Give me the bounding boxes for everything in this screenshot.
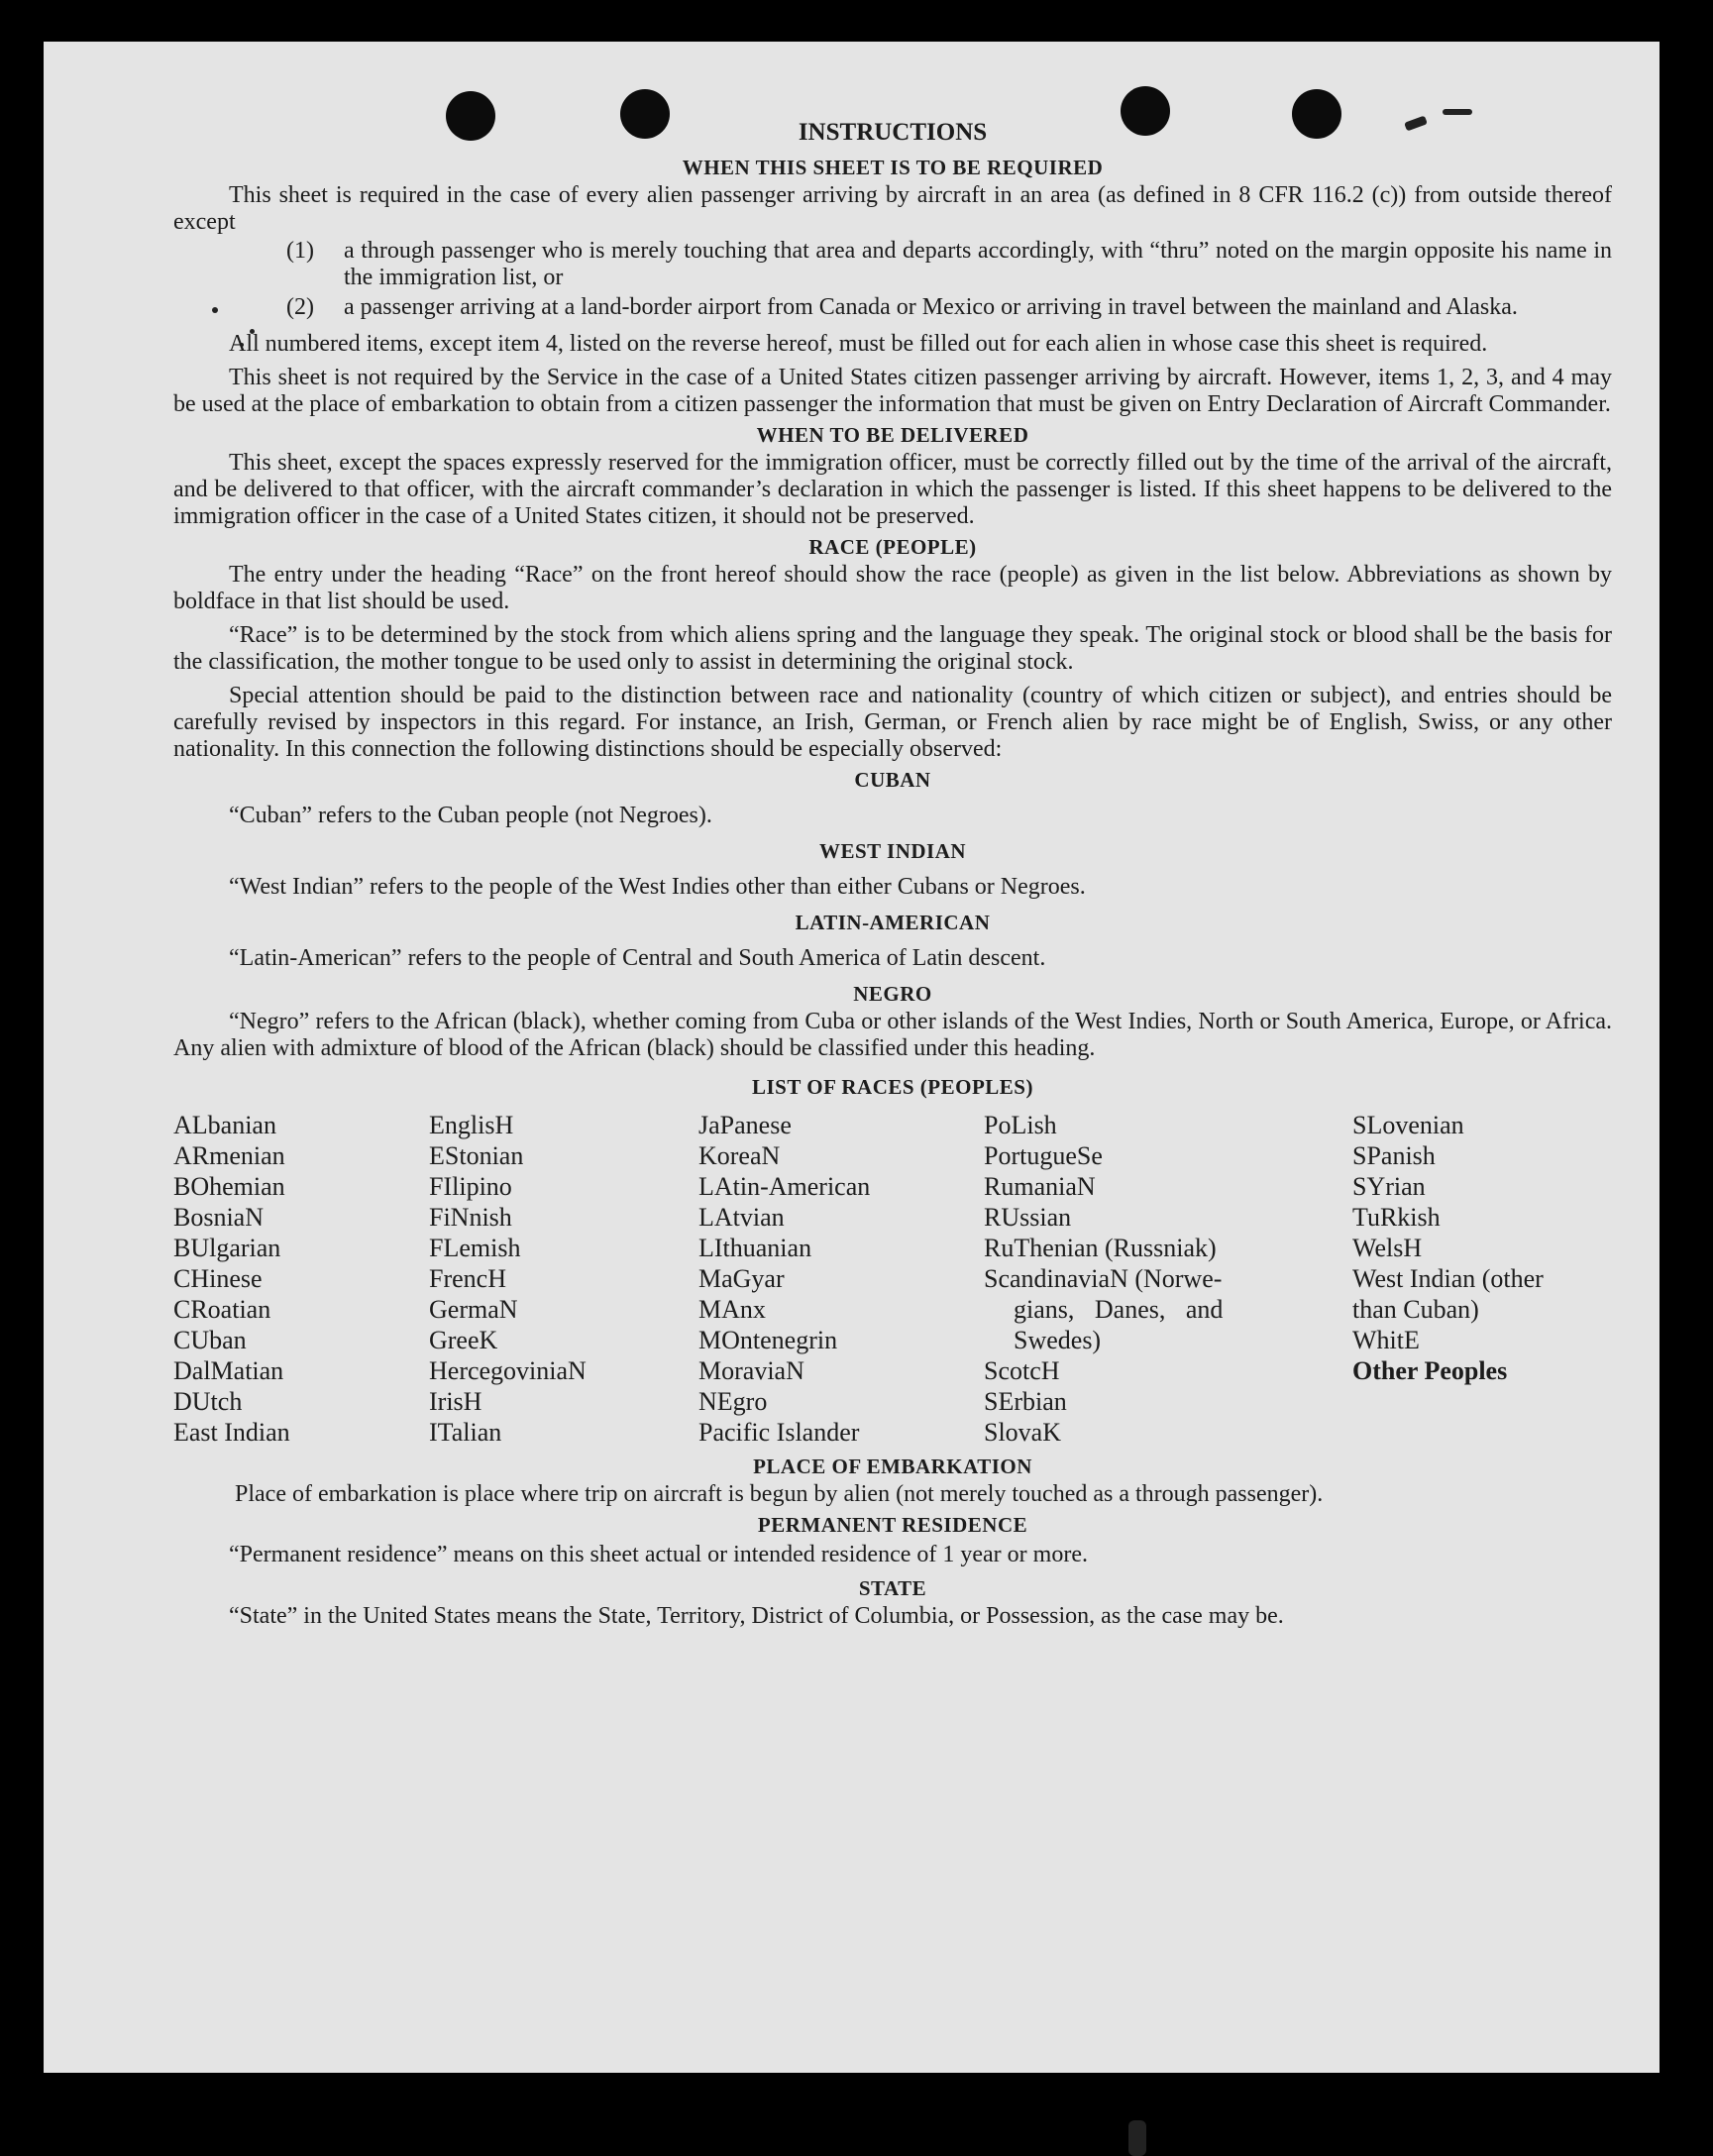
race-entry: KoreaN	[698, 1141, 781, 1170]
races-column	[429, 1110, 698, 1448]
section-heading: LATIN-AMERICAN	[795, 911, 991, 934]
race-entry: GreeK	[429, 1326, 498, 1354]
race-entry: LAtin-American	[698, 1172, 871, 1201]
race-entry: West Indian (other	[1352, 1264, 1544, 1293]
race-entry: MOntenegrin	[698, 1326, 838, 1354]
definition: “Cuban” refers to the Cuban people (not Negroes).	[229, 803, 712, 828]
race-entry: SLovenian	[1352, 1111, 1464, 1139]
section-heading: WEST INDIAN	[818, 839, 967, 863]
paragraph: Place of embarkation is place where trip on aircraft is begun by alien (not merely touched as a through passenger).	[235, 1481, 1324, 1507]
definition: “Permanent residence” means on this sheet actual or intended residence of 1 year or more.	[229, 1542, 1088, 1567]
item-text: a passenger arriving at a land-border airport from Canada or Mexico or arriving in travel between the mainland and Alaska.	[344, 294, 1518, 320]
race-entry: ITalian	[429, 1418, 502, 1447]
race-entry: BOhemian	[173, 1172, 285, 1201]
definition: “Latin-American” refers to the people of Central and South America of Latin descent.	[229, 945, 1046, 971]
race-entry: BosniaN	[173, 1203, 264, 1232]
race-entry: RuThenian (Russniak)	[984, 1234, 1217, 1262]
paragraph: This sheet is required in the case of every alien passenger arriving by aircraft in an area (as defined in 8 CFR 116.2 (c)) from outside thereof except	[173, 182, 1612, 235]
item-text: a through passenger who is merely touching that area and departs accordingly, with “thru” noted on the margin opposite his name in the immigration list, or	[344, 238, 1612, 290]
section-heading: PERMANENT RESIDENCE	[757, 1513, 1028, 1537]
page-title: INSTRUCTIONS	[798, 119, 988, 146]
definition: “West Indian” refers to the people of the West Indies other than either Cubans or Negroes.	[229, 874, 1086, 900]
race-entry: MAnx	[698, 1295, 766, 1324]
ink-mark	[1128, 2120, 1146, 2156]
item-number: (2)	[286, 294, 314, 320]
race-entry: TuRkish	[1352, 1203, 1441, 1232]
section-heading: WHEN THIS SHEET IS TO BE REQUIRED	[682, 156, 1104, 179]
race-entry: DUtch	[173, 1387, 243, 1416]
paragraph: “State” in the United States means the State, Territory, District of Columbia, or Possession, as the case may be.	[229, 1603, 1284, 1629]
race-entry: ScotcH	[984, 1356, 1060, 1385]
list-item	[173, 238, 1612, 291]
race-entry: RUssian	[984, 1203, 1072, 1232]
race-entry: FLemish	[429, 1234, 521, 1262]
race-entry: LIthuanian	[698, 1234, 812, 1262]
instructions-content	[173, 115, 1612, 1630]
race-entry: WelsH	[1352, 1234, 1423, 1262]
race-entry: WhitE	[1352, 1326, 1420, 1354]
race-entry: EStonian	[429, 1141, 524, 1170]
race-entry: SPanish	[1352, 1141, 1436, 1170]
race-entry: Other Peoples	[1352, 1356, 1508, 1385]
race-entry: JaPanese	[698, 1111, 792, 1139]
race-entry: RumaniaN	[984, 1172, 1096, 1201]
section-heading: WHEN TO BE DELIVERED	[756, 423, 1029, 447]
paragraph: All numbered items, except item 4, listed on the reverse hereof, must be filled out for each alien in whose case this sheet is required.	[229, 331, 1488, 357]
paragraph: The entry under the heading “Race” on the front hereof should show the race (people) as given in the list below. Abbreviations as shown by boldface in that list should be used.	[173, 562, 1612, 614]
section-heading: PLACE OF EMBARKATION	[753, 1455, 1032, 1478]
race-entry: MoraviaN	[698, 1356, 804, 1385]
document-page	[44, 42, 1659, 2073]
paragraph: “Race” is to be determined by the stock from which aliens spring and the language they speak. The original stock or blood shall be the basis for the classification, the mother tongue to be used only to assist in determining the original stock.	[173, 622, 1612, 675]
list-item	[173, 294, 1612, 321]
races-column	[698, 1110, 984, 1448]
race-entry: CUban	[173, 1326, 247, 1354]
race-entry: NEgro	[698, 1387, 768, 1416]
race-entry: FIlipino	[429, 1172, 512, 1201]
race-entry: CRoatian	[173, 1295, 271, 1324]
race-entry: SErbian	[984, 1387, 1067, 1416]
races-column	[173, 1110, 429, 1448]
race-entry: SYrian	[1352, 1172, 1426, 1201]
paragraph: “Negro” refers to the African (black), whether coming from Cuba or other islands of the West Indies, North or South America, Europe, or Africa. Any alien with admixture of blood of the African (black) should be classified under this heading.	[173, 1009, 1612, 1061]
item-number: (1)	[286, 238, 314, 264]
paragraph: Special attention should be paid to the distinction between race and nationality (country of which citizen or subject), and entries should be carefully revised by inspectors in this regard. For instance, an Irish, German, or French alien by race might be of English, Swiss, or any other nationality. In this connection the following distinctions should be especially observed:	[173, 683, 1612, 762]
race-entry: BUlgarian	[173, 1234, 281, 1262]
race-entry: than Cuban)	[1352, 1295, 1479, 1324]
race-entry: GermaN	[429, 1295, 518, 1324]
race-entry: gians, Danes, and	[1014, 1295, 1224, 1324]
race-entry: ScandinaviaN (Norwe-	[984, 1264, 1223, 1293]
race-entry: LAtvian	[698, 1203, 785, 1232]
races-column	[1352, 1110, 1612, 1448]
race-entry: ALbanian	[173, 1111, 276, 1139]
race-entry: FrencH	[429, 1264, 506, 1293]
race-entry: PortugueSe	[984, 1141, 1103, 1170]
race-entry: SlovaK	[984, 1418, 1061, 1447]
race-entry: East Indian	[173, 1418, 290, 1447]
race-entry: MaGyar	[698, 1264, 785, 1293]
section-heading: RACE (PEOPLE)	[808, 535, 977, 559]
race-entry: Pacific Islander	[698, 1418, 860, 1447]
race-entry: ARmenian	[173, 1141, 285, 1170]
races-column	[984, 1110, 1291, 1448]
race-entry: EnglisH	[429, 1111, 514, 1139]
race-entry: DalMatian	[173, 1356, 284, 1385]
section-heading: CUBAN	[854, 768, 931, 792]
race-entry: IrisH	[429, 1387, 482, 1416]
race-entry: Swedes)	[1014, 1326, 1102, 1354]
paragraph: This sheet, except the spaces expressly reserved for the immigration officer, must be correctly filled out by the time of the arrival of the aircraft, and be delivered to that officer, with the aircraft commander’s declaration in which the passenger is listed. If this sheet happens to be delivered to the immigration officer in the case of a United States citizen, it should not be preserved.	[173, 450, 1612, 529]
section-heading: STATE	[858, 1576, 927, 1600]
section-heading: NEGRO	[853, 982, 932, 1006]
races-list	[173, 1110, 1612, 1448]
race-entry: PoLish	[984, 1111, 1057, 1139]
race-entry: HercegoviniaN	[429, 1356, 587, 1385]
paragraph: This sheet is not required by the Service in the case of a United States citizen passenger arriving by aircraft. However, items 1, 2, 3, and 4 may be used at the place of embarkation to obtain from a citizen passenger the information that must be given on Entry Declaration of Aircraft Commander.	[173, 365, 1612, 417]
race-entry: FiNnish	[429, 1203, 512, 1232]
section-heading: LIST OF RACES (PEOPLES)	[752, 1075, 1033, 1099]
race-entry: CHinese	[173, 1264, 263, 1293]
